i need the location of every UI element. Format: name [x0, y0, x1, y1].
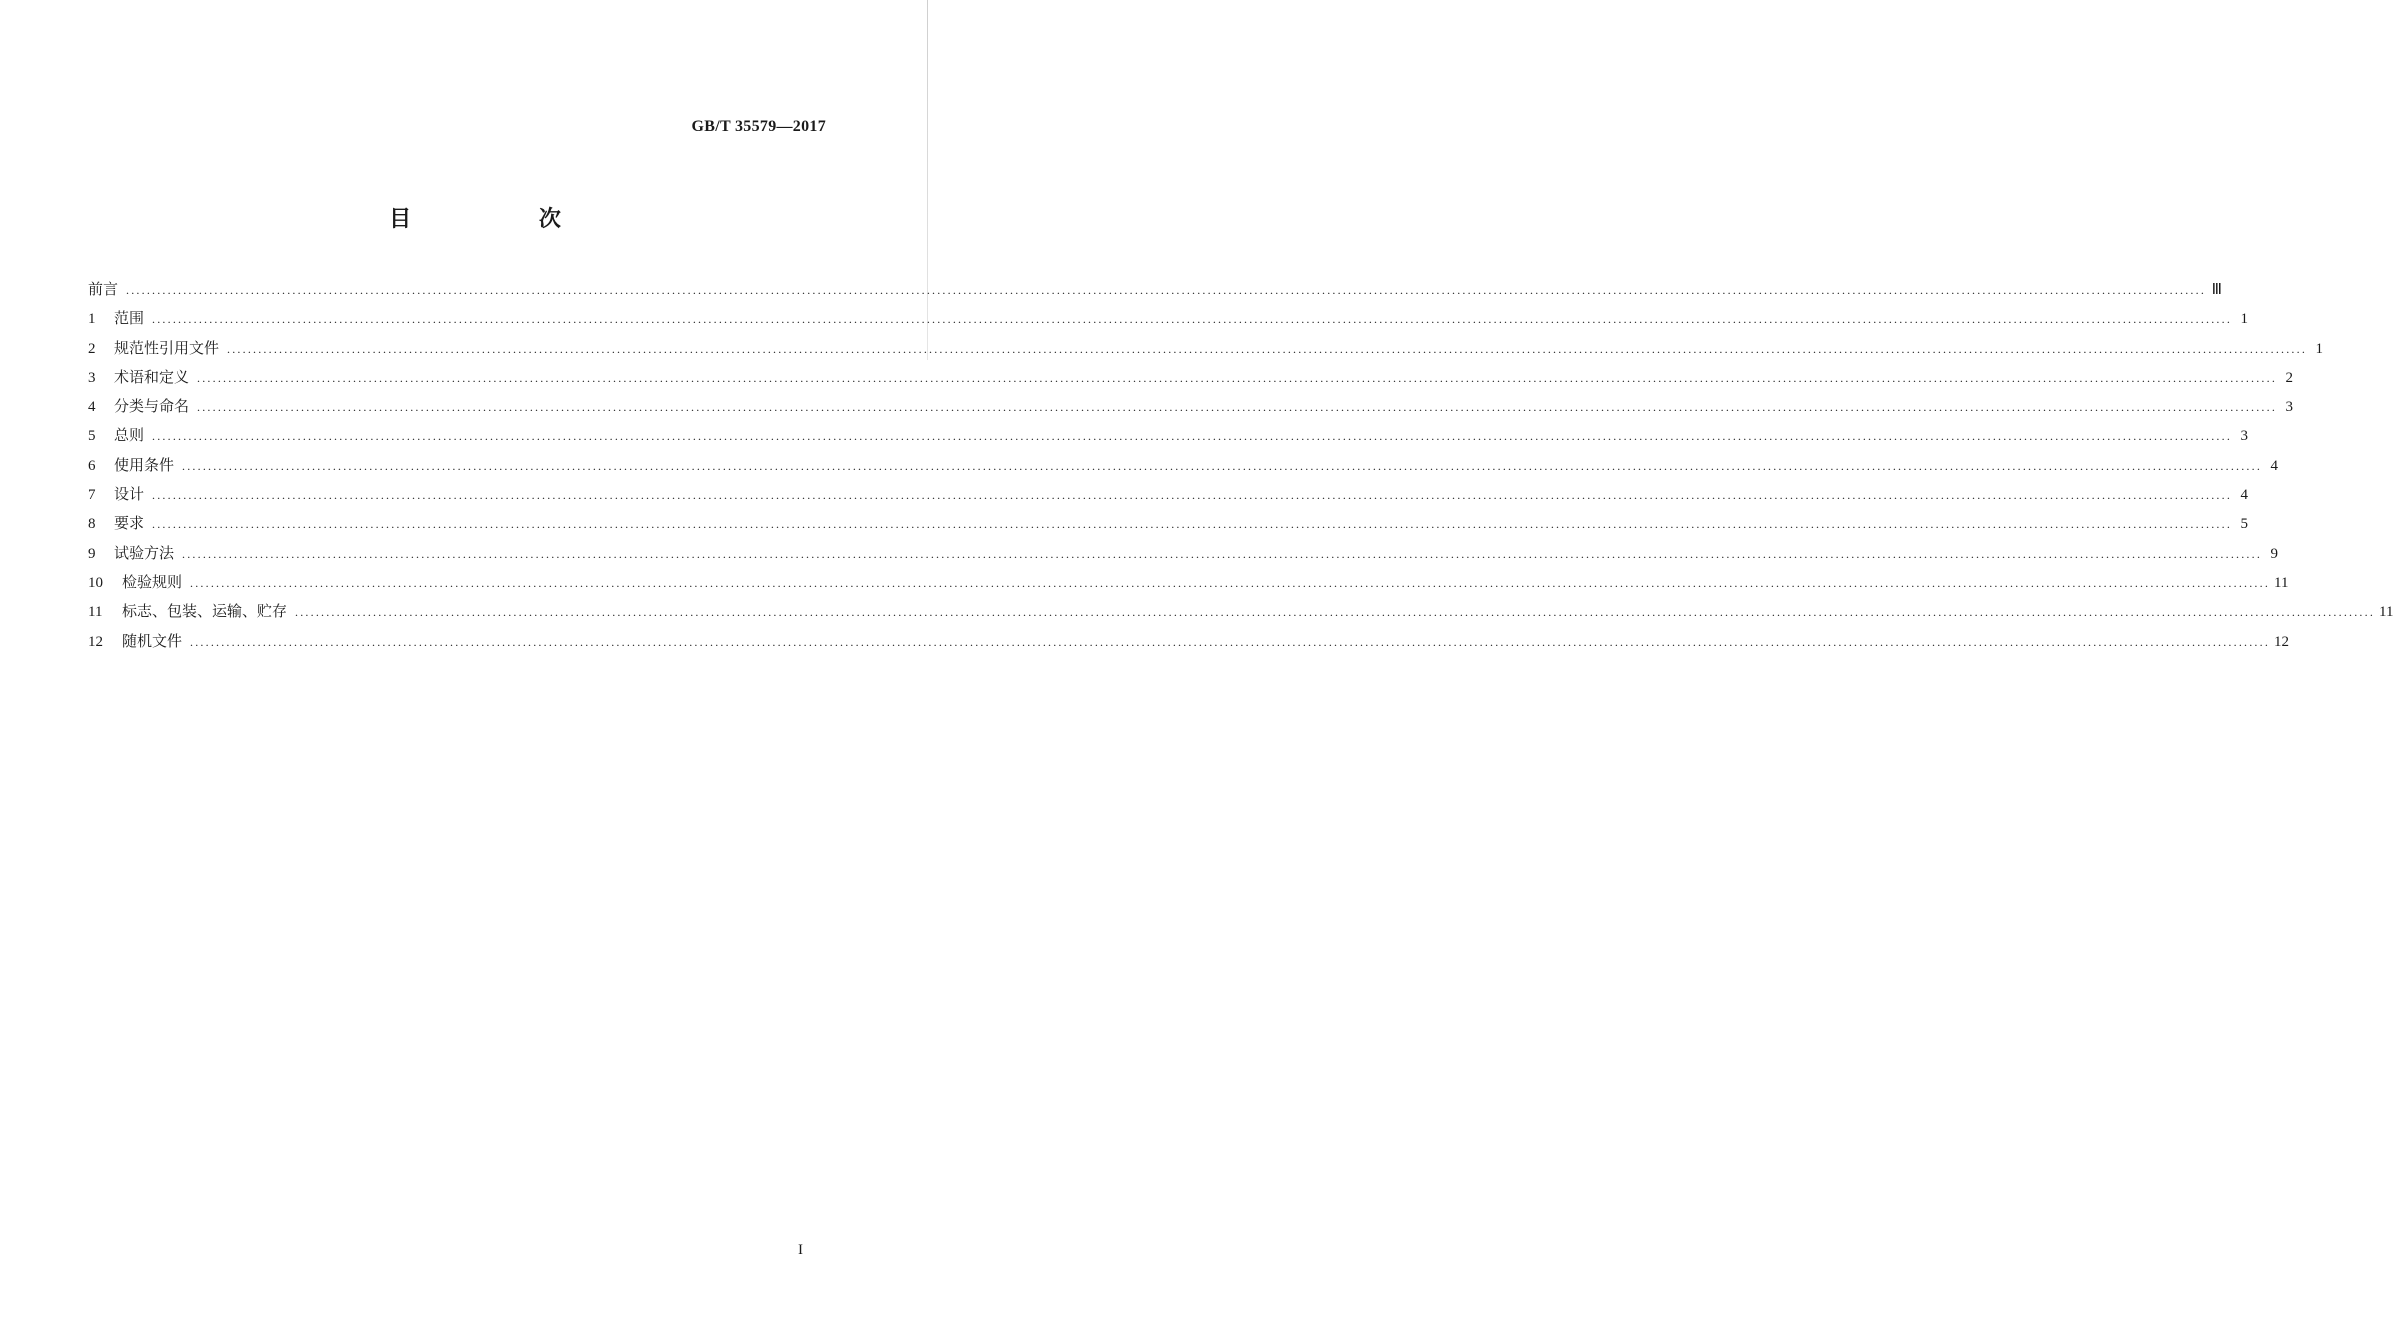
toc-entry-title: 规范性引用文件	[114, 338, 220, 357]
toc-entry[interactable]	[88, 338, 2324, 367]
toc-leader-dots: ................................................................................................................................................................................................................................................................................................................................................................................................................	[190, 575, 2271, 590]
standard-code: GB/T 35579—2017	[691, 118, 826, 135]
scan-edge-line	[927, 0, 928, 360]
toc-entry-title: 前言	[88, 280, 119, 298]
toc-entry-title: 要求	[114, 514, 145, 533]
toc-entry-page: Ⅲ	[2211, 282, 2223, 298]
toc-leader-dots: ................................................................................................................................................................................................................................................................................................................................................................................................................	[190, 634, 2271, 649]
toc-leader-dots: ................................................................................................................................................................................................................................................................................................................................................................................................................	[295, 605, 2376, 620]
toc-entry-number: 5	[88, 428, 96, 445]
toc-entry[interactable]	[88, 543, 2279, 572]
toc-entry[interactable]	[88, 484, 2249, 513]
toc-entry-number: 12	[88, 633, 103, 650]
toc-leader-dots: ................................................................................................................................................................................................................................................................................................................................................................................................................	[197, 400, 2278, 415]
toc-entry-title: 检验规则	[122, 572, 183, 591]
toc-entry[interactable]	[88, 601, 2393, 630]
toc-entry[interactable]	[88, 425, 2249, 454]
toc-entry-page: 4	[2240, 487, 2249, 504]
toc-entry-title: 范围	[114, 309, 145, 328]
toc-entry-page: 11	[2379, 604, 2393, 621]
toc-leader-dots: ................................................................................................................................................................................................................................................................................................................................................................................................................	[227, 341, 2308, 356]
toc-entry-page: 11	[2274, 574, 2289, 591]
toc-entry-page: 2	[2285, 369, 2294, 386]
toc-leader-dots: ................................................................................................................................................................................................................................................................................................................................................................................................................	[152, 517, 2233, 532]
toc-entry-page: 1	[2315, 340, 2324, 357]
toc-entry-number: 10	[88, 574, 103, 591]
toc-entry[interactable]	[88, 455, 2279, 484]
toc-entry-number: 9	[88, 545, 96, 562]
toc-entry-number: 1	[88, 311, 96, 328]
toc-entry-page: 5	[2240, 516, 2249, 533]
toc-entry-page: 4	[2270, 457, 2279, 474]
toc-leader-dots: ................................................................................................................................................................................................................................................................................................................................................................................................................	[182, 546, 2263, 561]
page-number: I	[798, 1242, 803, 1258]
toc-entry[interactable]	[88, 572, 2289, 601]
toc-entry-title: 术语和定义	[114, 367, 190, 386]
toc-leader-dots: ................................................................................................................................................................................................................................................................................................................................................................................................................	[152, 429, 2233, 444]
toc-entry-title: 标志、包装、运输、贮存	[122, 602, 288, 621]
toc-entry-page: 1	[2240, 311, 2249, 328]
toc-entry-title: 总则	[114, 426, 145, 445]
toc-entry-number: 3	[88, 369, 96, 386]
table-of-contents	[88, 279, 2393, 660]
toc-entry[interactable]	[88, 513, 2249, 542]
toc-leader-dots: ................................................................................................................................................................................................................................................................................................................................................................................................................	[126, 283, 2207, 297]
toc-leader-dots: ................................................................................................................................................................................................................................................................................................................................................................................................................	[197, 370, 2278, 385]
toc-entry[interactable]	[88, 308, 2249, 337]
toc-leader-dots: ................................................................................................................................................................................................................................................................................................................................................................................................................	[152, 312, 2233, 327]
toc-entry[interactable]	[88, 367, 2294, 396]
toc-leader-dots: ................................................................................................................................................................................................................................................................................................................................................................................................................	[152, 488, 2233, 503]
toc-entry-page: 3	[2240, 428, 2249, 445]
toc-entry[interactable]	[88, 631, 2290, 660]
toc-entry-number: 4	[88, 399, 96, 416]
toc-entry-page: 3	[2285, 399, 2294, 416]
toc-entry-number: 6	[88, 457, 96, 474]
toc-entry-title: 随机文件	[122, 631, 183, 650]
toc-leader-dots: ................................................................................................................................................................................................................................................................................................................................................................................................................	[182, 458, 2263, 473]
toc-entry-title: 使用条件	[114, 455, 175, 474]
toc-entry-title: 试验方法	[114, 543, 175, 562]
toc-entry-number: 11	[88, 604, 103, 621]
toc-entry-page: 9	[2270, 545, 2279, 562]
toc-entry-page: 12	[2274, 633, 2290, 650]
toc-entry-number: 2	[88, 340, 96, 357]
toc-entry[interactable]	[88, 396, 2294, 425]
toc-entry-number: 7	[88, 487, 96, 504]
toc-entry[interactable]	[88, 279, 2223, 308]
toc-entry-number: 8	[88, 516, 96, 533]
toc-entry-title: 设计	[114, 485, 145, 504]
page-title: 目 次	[389, 206, 601, 232]
toc-entry-title: 分类与命名	[114, 397, 190, 416]
